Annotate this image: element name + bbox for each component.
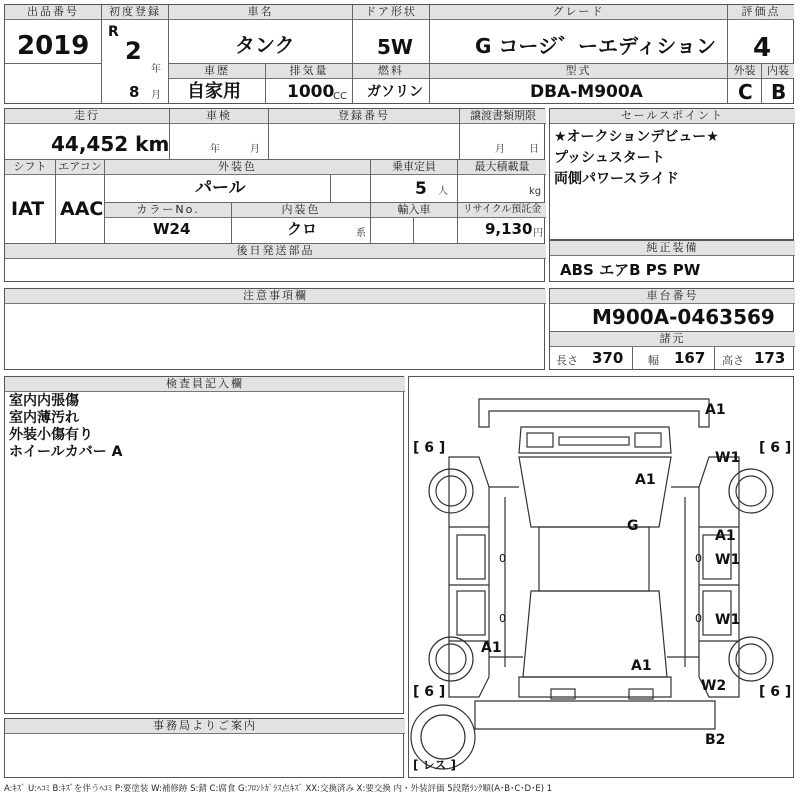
sales-point-line: プッシュスタート bbox=[554, 150, 665, 166]
history-label: 車歴 bbox=[169, 64, 265, 79]
tire-rr: [ 6 ] bbox=[759, 684, 792, 700]
recycle: 9,130 bbox=[485, 220, 533, 238]
aircon: AAC bbox=[60, 198, 104, 220]
import-label: 輸入車 bbox=[371, 203, 457, 218]
displacement: 1000 bbox=[287, 82, 335, 102]
year-unit: 年 bbox=[151, 64, 161, 75]
int-color: クロ bbox=[287, 220, 318, 238]
length-label: 長さ bbox=[556, 354, 578, 367]
right-rear-door-repair: W1 bbox=[715, 612, 741, 628]
damage-diagram bbox=[408, 376, 794, 778]
inspector-line: 室内内張傷 bbox=[9, 393, 79, 409]
transfer-day-unit: 日 bbox=[529, 144, 539, 155]
grade-label: グレード bbox=[430, 5, 727, 20]
capacity-unit: 人 bbox=[438, 186, 448, 197]
exterior-label: 外装 bbox=[728, 64, 761, 79]
right-front-door-damage: A1 bbox=[715, 528, 736, 544]
transfer-label: 譲渡書類期限 bbox=[460, 109, 546, 124]
rear-glass-damage: A1 bbox=[631, 658, 652, 674]
grade: G コージ゛ーエディション bbox=[475, 34, 716, 58]
notes-label: 注意事項欄 bbox=[5, 289, 546, 304]
model-label: 型式 bbox=[430, 64, 727, 79]
insp-year-unit: 年 bbox=[210, 144, 220, 155]
interior-label: 内装 bbox=[762, 64, 794, 79]
fuel-label: 燃料 bbox=[353, 64, 429, 79]
int-color-label: 内装色 bbox=[232, 203, 370, 218]
score-label: 評価点 bbox=[728, 5, 794, 20]
displacement-label: 排気量 bbox=[266, 64, 352, 79]
aircon-label: エアコン bbox=[56, 160, 104, 175]
right-panel-mark: 0 bbox=[695, 612, 702, 625]
width: 167 bbox=[674, 349, 706, 367]
capacity: 5 bbox=[415, 179, 427, 199]
int-color-unit: 系 bbox=[356, 228, 366, 239]
color-no-label: カラーNo. bbox=[105, 203, 231, 218]
tire-rl: [ 6 ] bbox=[413, 684, 446, 700]
model: DBA-M900A bbox=[530, 82, 643, 102]
tire-fr: [ 6 ] bbox=[759, 440, 792, 456]
right-front-door-repair: W1 bbox=[715, 552, 741, 568]
sales-points-label: セールスポイント bbox=[550, 109, 795, 124]
chassis bbox=[549, 288, 794, 370]
inspector-line: 室内薄汚れ bbox=[9, 410, 79, 426]
loadcap-label: 最大積載量 bbox=[458, 160, 546, 175]
era-year: 2 bbox=[125, 37, 142, 65]
office-notice bbox=[4, 718, 404, 778]
reg-month: 8 bbox=[129, 83, 140, 101]
equipment-value: ABS エアB PS PW bbox=[560, 261, 701, 279]
length: 370 bbox=[592, 349, 624, 367]
width-label: 幅 bbox=[648, 354, 659, 367]
era: R bbox=[108, 24, 119, 40]
chassis-label: 車台番号 bbox=[550, 289, 795, 304]
legend-footer: A:ｷｽﾞ U:ﾍｺﾐ B:ｷｽﾞを伴うﾍｺﾐ P:要塗装 W:補修跡 S:錆 C:腐食 G:ﾌﾛﾝﾄｶﾞﾗｽ点ｷｽﾞ XX:交換済み X:要交換 内・外装評価 5段階ﾗﾝｸ順(A･B･C･D･E) 1 bbox=[4, 784, 553, 794]
interior-grade: B bbox=[771, 80, 787, 104]
ext-color: パール bbox=[195, 178, 246, 198]
score: 4 bbox=[753, 33, 772, 63]
mileage: 44,452 km bbox=[51, 132, 170, 156]
month-unit: 月 bbox=[151, 90, 161, 101]
capacity-label: 乗車定員 bbox=[371, 160, 457, 175]
lot-number-label: 出品番号 bbox=[5, 5, 101, 20]
height: 173 bbox=[754, 349, 786, 367]
insp-month-unit: 月 bbox=[250, 144, 260, 155]
height-label: 高さ bbox=[722, 354, 744, 367]
notes bbox=[4, 288, 545, 370]
inspector-line: 外装小傷有り bbox=[9, 427, 93, 443]
color-no: W24 bbox=[153, 220, 191, 238]
door-label: ドア形状 bbox=[353, 5, 429, 20]
left-panel-mark: 0 bbox=[499, 552, 506, 565]
tire-fl: [ 6 ] bbox=[413, 440, 446, 456]
sales-point-line: 両側パワースライド bbox=[554, 171, 679, 187]
inspection-label: 車検 bbox=[170, 109, 268, 124]
exterior-grade: C bbox=[738, 80, 753, 104]
rear-right-wheel-repair: W2 bbox=[701, 678, 727, 694]
shift-label: シフト bbox=[5, 160, 55, 175]
windshield-damage: A1 bbox=[635, 472, 656, 488]
sales-points bbox=[549, 108, 794, 240]
front-bumper-damage: A1 bbox=[705, 402, 726, 418]
reg-number-label: 登録番号 bbox=[269, 109, 459, 124]
lot-number: 2019 bbox=[17, 31, 90, 61]
inspector-label: 検査員記入欄 bbox=[5, 377, 405, 392]
spare-tire: [ レス ] bbox=[413, 758, 456, 772]
later-parts-label: 後日発送部品 bbox=[5, 244, 546, 259]
equipment bbox=[549, 240, 794, 282]
left-panel-mark: 0 bbox=[499, 612, 506, 625]
recycle-unit: 円 bbox=[533, 228, 543, 239]
car-name-label: 車名 bbox=[169, 5, 352, 20]
inspector-notes bbox=[4, 376, 404, 714]
car-name: タンク bbox=[235, 33, 295, 57]
first-reg-label: 初度登録 bbox=[102, 5, 168, 20]
front-right-wheel-damage: W1 bbox=[715, 450, 741, 466]
inspector-line: ホイールカバー A bbox=[9, 444, 123, 460]
door-type: 5W bbox=[377, 35, 413, 59]
fuel: ガソリン bbox=[367, 84, 423, 100]
equipment-label: 純正装備 bbox=[550, 241, 795, 256]
left-rear-quarter-damage: A1 bbox=[481, 640, 502, 656]
transfer-month-unit: 月 bbox=[495, 144, 505, 155]
vehicle-details bbox=[4, 108, 545, 282]
mileage-label: 走行 bbox=[5, 109, 169, 124]
chassis-number: M900A-0463569 bbox=[592, 305, 775, 329]
roof-damage: G bbox=[627, 518, 639, 534]
dims-label: 諸元 bbox=[550, 332, 795, 347]
ext-color-label: 外装色 bbox=[105, 160, 370, 175]
top-section bbox=[4, 4, 794, 104]
office-label: 事務局よりご案内 bbox=[5, 719, 405, 734]
right-panel-mark: 0 bbox=[695, 552, 702, 565]
shift: IAT bbox=[11, 198, 45, 220]
sales-point-line: ★オークションデビュー★ bbox=[554, 129, 719, 145]
history: 自家用 bbox=[187, 81, 241, 102]
recycle-label: リサイクル預託金 bbox=[458, 203, 546, 218]
car-diagram bbox=[409, 377, 793, 777]
loadcap-unit: kg bbox=[529, 186, 542, 197]
rear-bumper-damage: B2 bbox=[705, 732, 726, 748]
displacement-unit: CC bbox=[333, 91, 347, 102]
